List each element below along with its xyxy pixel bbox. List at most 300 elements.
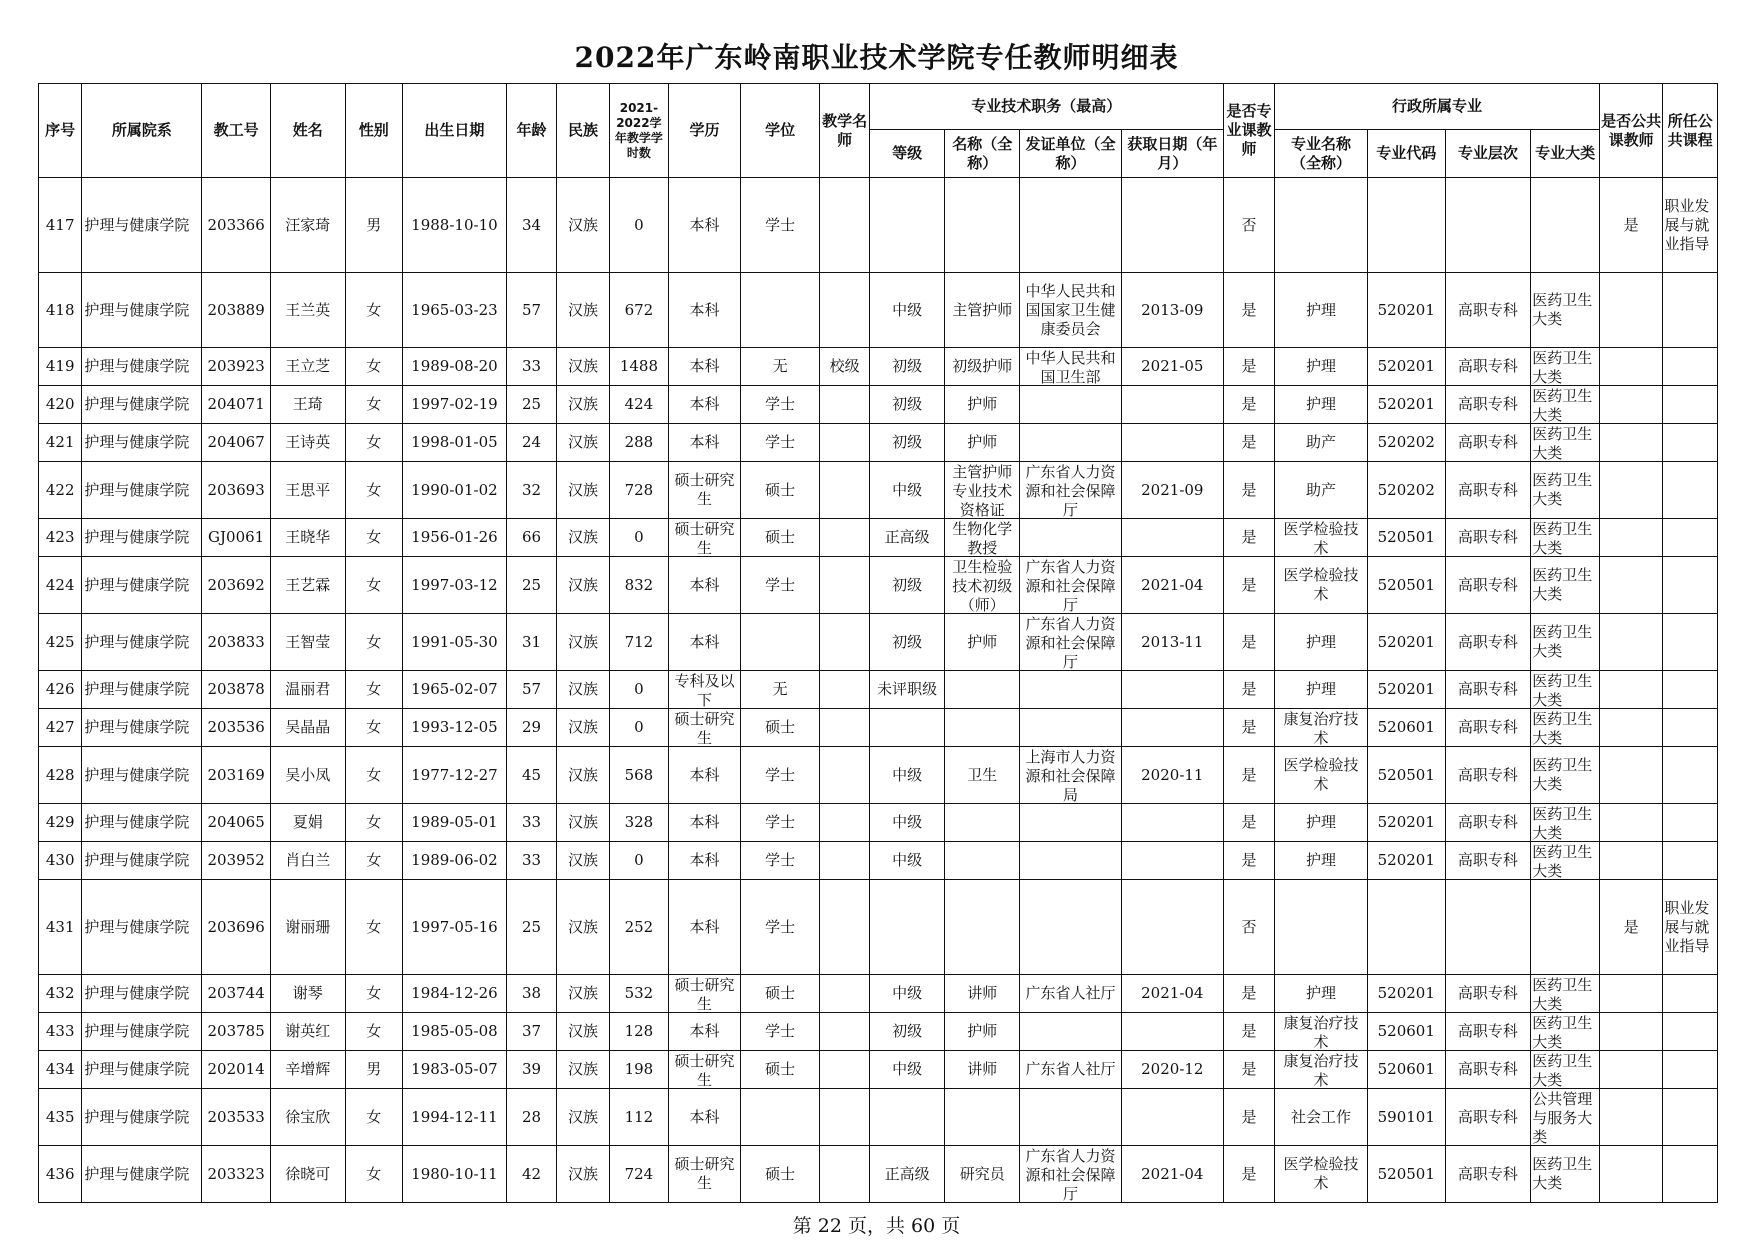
cell-title-name xyxy=(945,424,1020,462)
header-degree: 学位 xyxy=(740,84,820,178)
cell-name xyxy=(270,424,345,462)
cell-is-major xyxy=(1223,178,1274,273)
cell-major-level-text: 高职专科 xyxy=(1457,433,1518,451)
cell-edu xyxy=(669,671,741,709)
cell-name-text: 夏娟 xyxy=(292,813,323,831)
cell-name-text: 徐晓可 xyxy=(285,1164,331,1183)
cell-major-level xyxy=(1445,1013,1531,1051)
cell-title-name xyxy=(945,975,1020,1013)
cell-major-code-text: 520601 xyxy=(1377,1060,1435,1078)
cell-major-code xyxy=(1367,386,1445,424)
cell-famous xyxy=(820,386,869,424)
cell-is-major xyxy=(1223,975,1274,1013)
cell-id-text: 203366 xyxy=(207,215,265,234)
cell-title-level xyxy=(869,348,945,386)
cell-ethnic-text: 汉族 xyxy=(567,1022,598,1040)
cell-hours xyxy=(609,1013,668,1051)
header-title-level: 等级 xyxy=(869,130,945,178)
cell-is-major-text: 是 xyxy=(1241,851,1257,869)
cell-obtain-date-text: 2021-09 xyxy=(1141,480,1204,499)
cell-major-level xyxy=(1445,1051,1531,1089)
cell-degree-text: 硕士 xyxy=(765,528,796,546)
cell-birth xyxy=(402,614,506,671)
cell-gender xyxy=(345,709,402,747)
cell-ethnic xyxy=(557,424,609,462)
cell-dept-text: 护理与健康学院 xyxy=(84,575,190,594)
cell-major-cat xyxy=(1531,519,1600,557)
cell-major-code xyxy=(1367,348,1445,386)
cell-id xyxy=(202,709,271,747)
cell-major-level xyxy=(1445,804,1531,842)
cell-major-cat xyxy=(1531,747,1600,804)
cell-obtain-date-text: 2021-05 xyxy=(1141,357,1204,375)
cell-public-course xyxy=(1663,273,1718,348)
cell-famous xyxy=(820,1146,869,1203)
cell-title-level xyxy=(869,880,945,975)
cell-degree xyxy=(740,557,820,614)
cell-name xyxy=(270,842,345,880)
cell-major-name-text: 医学检验技术 xyxy=(1283,520,1359,555)
cell-gender xyxy=(345,975,402,1013)
cell-degree xyxy=(740,1146,820,1203)
cell-gender-text: 女 xyxy=(366,1107,382,1126)
cell-title-name-text: 主管护师专业技术资格证 xyxy=(952,463,1013,517)
cell-obtain-date-text: 2021-04 xyxy=(1141,575,1204,594)
cell-obtain-date xyxy=(1121,842,1223,880)
cell-major-level xyxy=(1445,273,1531,348)
cell-name-text: 辛增辉 xyxy=(285,1060,331,1078)
cell-id xyxy=(202,178,271,273)
cell-name xyxy=(270,273,345,348)
cell-gender-text: 女 xyxy=(366,851,382,869)
cell-seq-text: 434 xyxy=(45,1060,75,1078)
cell-major-name xyxy=(1275,273,1368,348)
cell-name xyxy=(270,1051,345,1089)
cell-obtain-date xyxy=(1121,1051,1223,1089)
cell-edu-text: 本科 xyxy=(689,1022,720,1040)
cell-title-name xyxy=(945,842,1020,880)
cell-public-course xyxy=(1663,842,1718,880)
cell-edu-text: 本科 xyxy=(689,215,720,234)
cell-major-level xyxy=(1445,1089,1531,1146)
cell-major-cat-text: 医药卫生大类 xyxy=(1532,291,1593,328)
cell-issuer xyxy=(1020,1013,1122,1051)
cell-name xyxy=(270,975,345,1013)
cell-name-text: 汪家琦 xyxy=(285,215,331,234)
header-major-cat: 专业大类 xyxy=(1531,130,1600,178)
cell-public-course-text: 职业发展与就业指导 xyxy=(1664,898,1710,955)
cell-is-major xyxy=(1223,614,1274,671)
cell-major-name-text: 康复治疗技术 xyxy=(1283,1052,1359,1087)
cell-gender xyxy=(345,462,402,519)
cell-birth-text: 1989-08-20 xyxy=(411,357,498,375)
table-row xyxy=(39,519,1718,557)
cell-id-text: 204065 xyxy=(207,813,265,831)
cell-birth-text: 1997-05-16 xyxy=(411,917,498,936)
cell-major-code xyxy=(1367,709,1445,747)
cell-gender xyxy=(345,1146,402,1203)
cell-id-text: 203833 xyxy=(207,632,265,651)
cell-birth-text: 1993-12-05 xyxy=(411,718,498,736)
cell-seq xyxy=(39,614,82,671)
cell-is-public xyxy=(1599,1013,1663,1051)
cell-dept xyxy=(82,557,202,614)
cell-edu-text: 硕士研究生 xyxy=(674,1155,735,1192)
cell-issuer-text: 广东省人社厅 xyxy=(1025,984,1116,1002)
cell-hours-text: 568 xyxy=(624,765,654,784)
table-row xyxy=(39,557,1718,614)
cell-obtain-date xyxy=(1121,1013,1223,1051)
cell-dept-text: 护理与健康学院 xyxy=(84,917,190,936)
cell-seq xyxy=(39,348,82,386)
cell-edu-text: 本科 xyxy=(689,357,720,375)
page-title: 2022年广东岭南职业技术学院专任教师明细表 xyxy=(574,41,1179,74)
header-title-group: 专业技术职务（最高） xyxy=(869,84,1223,130)
cell-ethnic xyxy=(557,671,609,709)
cell-age-text: 66 xyxy=(522,528,542,546)
cell-title-level-text: 中级 xyxy=(892,300,923,319)
cell-degree xyxy=(740,462,820,519)
cell-is-major xyxy=(1223,671,1274,709)
cell-title-name-text: 卫生检验技术初级（师） xyxy=(952,558,1013,612)
cell-is-public xyxy=(1599,519,1663,557)
cell-title-name-text: 卫生 xyxy=(967,765,998,784)
cell-is-public xyxy=(1599,386,1663,424)
cell-birth-text: 1965-02-07 xyxy=(411,680,498,698)
cell-hours xyxy=(609,747,668,804)
cell-gender-text: 女 xyxy=(366,433,382,451)
cell-major-code xyxy=(1367,273,1445,348)
cell-obtain-date xyxy=(1121,747,1223,804)
cell-gender-text: 男 xyxy=(366,1060,382,1078)
cell-id xyxy=(202,671,271,709)
cell-title-level-text: 中级 xyxy=(892,480,923,499)
cell-id-text: GJ0061 xyxy=(208,528,265,546)
cell-age-text: 25 xyxy=(522,575,542,594)
cell-ethnic-text: 汉族 xyxy=(567,215,598,234)
cell-age-text: 28 xyxy=(522,1107,542,1126)
cell-is-major-text: 是 xyxy=(1241,813,1257,831)
cell-name-text: 肖白兰 xyxy=(285,851,331,869)
cell-title-name xyxy=(945,273,1020,348)
cell-major-name xyxy=(1275,842,1368,880)
cell-hours xyxy=(609,462,668,519)
cell-ethnic-text: 汉族 xyxy=(567,680,598,698)
cell-is-public xyxy=(1599,178,1663,273)
cell-hours xyxy=(609,424,668,462)
cell-major-code-text: 590101 xyxy=(1377,1107,1435,1126)
cell-is-public xyxy=(1599,842,1663,880)
cell-edu xyxy=(669,614,741,671)
cell-issuer xyxy=(1020,273,1122,348)
cell-seq xyxy=(39,975,82,1013)
cell-birth-text: 1965-03-23 xyxy=(411,300,498,319)
cell-major-level xyxy=(1445,557,1531,614)
table-row xyxy=(39,747,1718,804)
cell-issuer xyxy=(1020,880,1122,975)
cell-is-major xyxy=(1223,1089,1274,1146)
cell-degree xyxy=(740,880,820,975)
cell-is-major-text: 是 xyxy=(1241,632,1257,651)
table-row xyxy=(39,709,1718,747)
cell-ethnic-text: 汉族 xyxy=(567,765,598,784)
cell-age-text: 37 xyxy=(522,1022,542,1040)
cell-id-text: 203533 xyxy=(207,1107,265,1126)
cell-is-major xyxy=(1223,273,1274,348)
cell-degree-text: 硕士 xyxy=(765,718,796,736)
cell-id-text: 203785 xyxy=(207,1022,265,1040)
cell-major-name-text: 护理 xyxy=(1306,680,1337,698)
cell-major-code-text: 520601 xyxy=(1377,718,1435,736)
cell-title-level-text: 未评职级 xyxy=(877,680,938,698)
cell-major-name-text: 护理 xyxy=(1306,813,1337,831)
header-famous: 教学名师 xyxy=(820,84,869,178)
cell-obtain-date xyxy=(1121,348,1223,386)
cell-famous xyxy=(820,880,869,975)
cell-hours xyxy=(609,671,668,709)
cell-dept-text: 护理与健康学院 xyxy=(84,984,190,1002)
cell-id-text: 203693 xyxy=(207,480,265,499)
cell-famous xyxy=(820,975,869,1013)
cell-degree-text: 学士 xyxy=(765,1022,796,1040)
cell-major-cat xyxy=(1531,1013,1600,1051)
cell-major-code xyxy=(1367,671,1445,709)
cell-gender-text: 女 xyxy=(366,357,382,375)
cell-edu xyxy=(669,880,741,975)
cell-dept-text: 护理与健康学院 xyxy=(84,395,190,413)
cell-major-level-text: 高职专科 xyxy=(1457,395,1518,413)
table-body xyxy=(39,178,1718,1203)
cell-hours xyxy=(609,386,668,424)
cell-title-level xyxy=(869,1051,945,1089)
cell-major-level xyxy=(1445,424,1531,462)
table-row xyxy=(39,178,1718,273)
table-row xyxy=(39,842,1718,880)
cell-id-text: 203536 xyxy=(207,718,265,736)
cell-title-name xyxy=(945,178,1020,273)
cell-hours-text: 712 xyxy=(624,632,654,651)
cell-title-level-text: 正高级 xyxy=(884,528,930,546)
cell-hours xyxy=(609,1146,668,1203)
cell-is-major xyxy=(1223,462,1274,519)
cell-obtain-date xyxy=(1121,424,1223,462)
cell-major-cat xyxy=(1531,709,1600,747)
cell-dept-text: 护理与健康学院 xyxy=(84,718,190,736)
cell-ethnic xyxy=(557,842,609,880)
cell-birth-text: 1985-05-08 xyxy=(411,1022,498,1040)
cell-is-major-text: 是 xyxy=(1241,300,1257,319)
cell-is-public xyxy=(1599,709,1663,747)
cell-hours xyxy=(609,273,668,348)
cell-title-level xyxy=(869,1146,945,1203)
cell-major-cat xyxy=(1531,424,1600,462)
cell-dept xyxy=(82,1013,202,1051)
cell-degree-text: 学士 xyxy=(765,917,796,936)
cell-title-name-text: 生物化学教授 xyxy=(952,520,1013,555)
cell-major-code-text: 520202 xyxy=(1377,480,1435,499)
cell-major-name-text: 社会工作 xyxy=(1291,1107,1352,1126)
cell-seq-text: 420 xyxy=(45,395,75,413)
cell-dept xyxy=(82,273,202,348)
cell-edu-text: 本科 xyxy=(689,632,720,651)
cell-seq xyxy=(39,462,82,519)
cell-is-major xyxy=(1223,519,1274,557)
cell-degree-text: 学士 xyxy=(765,215,796,234)
cell-issuer xyxy=(1020,804,1122,842)
cell-age-text: 31 xyxy=(522,632,542,651)
cell-birth xyxy=(402,273,506,348)
cell-title-level xyxy=(869,519,945,557)
cell-dept-text: 护理与健康学院 xyxy=(84,480,190,499)
cell-name xyxy=(270,709,345,747)
cell-is-major-text: 是 xyxy=(1241,528,1257,546)
cell-is-major xyxy=(1223,424,1274,462)
cell-major-name-text: 助产 xyxy=(1306,433,1337,451)
cell-degree xyxy=(740,1013,820,1051)
cell-id xyxy=(202,747,271,804)
cell-dept-text: 护理与健康学院 xyxy=(84,851,190,869)
cell-title-name-text: 护师 xyxy=(967,1022,998,1040)
cell-gender xyxy=(345,1013,402,1051)
cell-age xyxy=(506,462,556,519)
cell-major-level-text: 高职专科 xyxy=(1457,480,1518,499)
cell-gender-text: 女 xyxy=(366,984,382,1002)
cell-gender xyxy=(345,519,402,557)
cell-is-major-text: 是 xyxy=(1241,575,1257,594)
cell-dept-text: 护理与健康学院 xyxy=(84,680,190,698)
cell-name xyxy=(270,178,345,273)
cell-is-public xyxy=(1599,424,1663,462)
cell-gender xyxy=(345,842,402,880)
cell-is-major xyxy=(1223,1146,1274,1203)
cell-gender xyxy=(345,747,402,804)
cell-seq-text: 430 xyxy=(45,851,75,869)
cell-edu-text: 本科 xyxy=(689,300,720,319)
cell-gender xyxy=(345,557,402,614)
cell-id xyxy=(202,1051,271,1089)
cell-obtain-date xyxy=(1121,178,1223,273)
cell-edu xyxy=(669,1013,741,1051)
cell-seq xyxy=(39,880,82,975)
cell-major-cat-text: 医药卫生大类 xyxy=(1532,710,1593,745)
cell-degree xyxy=(740,709,820,747)
cell-name xyxy=(270,519,345,557)
cell-birth xyxy=(402,424,506,462)
cell-ethnic xyxy=(557,1146,609,1203)
cell-major-level-text: 高职专科 xyxy=(1457,984,1518,1002)
cell-seq-text: 427 xyxy=(45,718,75,736)
cell-seq xyxy=(39,273,82,348)
cell-hours-text: 0 xyxy=(634,215,644,234)
cell-seq xyxy=(39,1089,82,1146)
cell-major-name xyxy=(1275,1146,1368,1203)
cell-is-major-text: 是 xyxy=(1241,765,1257,784)
cell-is-major xyxy=(1223,842,1274,880)
cell-degree-text: 硕士 xyxy=(765,1164,796,1183)
cell-hours-text: 532 xyxy=(624,984,654,1002)
cell-edu xyxy=(669,975,741,1013)
header-is-public: 是否公共课教师 xyxy=(1599,84,1663,178)
cell-degree xyxy=(740,804,820,842)
cell-public-course xyxy=(1663,386,1718,424)
cell-famous xyxy=(820,424,869,462)
cell-hours xyxy=(609,178,668,273)
cell-age-text: 39 xyxy=(522,1060,542,1078)
cell-name-text: 徐宝欣 xyxy=(285,1107,331,1126)
cell-public-course xyxy=(1663,178,1718,273)
cell-is-major-text: 是 xyxy=(1241,480,1257,499)
cell-id-text: 202014 xyxy=(207,1060,265,1078)
cell-major-name xyxy=(1275,424,1368,462)
cell-gender xyxy=(345,1089,402,1146)
cell-major-cat xyxy=(1531,880,1600,975)
cell-title-name xyxy=(945,747,1020,804)
cell-gender-text: 女 xyxy=(366,395,382,413)
cell-gender-text: 女 xyxy=(366,765,382,784)
cell-age xyxy=(506,519,556,557)
table-row xyxy=(39,386,1718,424)
cell-major-level xyxy=(1445,842,1531,880)
cell-title-name xyxy=(945,1089,1020,1146)
cell-dept xyxy=(82,880,202,975)
cell-dept xyxy=(82,709,202,747)
cell-birth-text: 1991-05-30 xyxy=(411,632,498,651)
cell-major-cat xyxy=(1531,671,1600,709)
cell-hours-text: 128 xyxy=(624,1022,654,1040)
cell-birth xyxy=(402,1013,506,1051)
cell-major-level xyxy=(1445,709,1531,747)
table-row xyxy=(39,1051,1718,1089)
cell-name-text: 谢丽珊 xyxy=(285,917,331,936)
cell-major-level xyxy=(1445,178,1531,273)
cell-seq xyxy=(39,747,82,804)
cell-name-text: 王思平 xyxy=(285,480,331,499)
cell-major-level-text: 高职专科 xyxy=(1457,765,1518,784)
cell-issuer-text: 上海市人力资源和社会保障局 xyxy=(1025,748,1116,802)
cell-ethnic xyxy=(557,1051,609,1089)
cell-issuer xyxy=(1020,1146,1122,1203)
cell-obtain-date-text: 2021-04 xyxy=(1141,1164,1204,1183)
cell-ethnic xyxy=(557,519,609,557)
cell-seq xyxy=(39,1051,82,1089)
cell-major-level-text: 高职专科 xyxy=(1457,1022,1518,1040)
cell-hours-text: 728 xyxy=(624,480,654,499)
cell-edu-text: 硕士研究生 xyxy=(674,976,735,1011)
cell-seq xyxy=(39,842,82,880)
cell-obtain-date xyxy=(1121,709,1223,747)
cell-major-code-text: 520201 xyxy=(1377,984,1435,1002)
cell-edu-text: 硕士研究生 xyxy=(674,471,735,508)
cell-major-level xyxy=(1445,614,1531,671)
cell-major-code xyxy=(1367,747,1445,804)
cell-gender xyxy=(345,386,402,424)
cell-major-cat-text: 医药卫生大类 xyxy=(1532,1155,1593,1192)
cell-age-text: 33 xyxy=(522,851,542,869)
cell-major-code xyxy=(1367,462,1445,519)
cell-is-major-text: 否 xyxy=(1241,215,1257,234)
cell-major-code-text: 520201 xyxy=(1377,632,1435,651)
cell-is-major xyxy=(1223,880,1274,975)
cell-hours xyxy=(609,804,668,842)
cell-is-major-text: 否 xyxy=(1241,917,1257,936)
cell-name-text: 吴晶晶 xyxy=(285,718,331,736)
cell-title-level-text: 初级 xyxy=(892,433,923,451)
cell-major-cat-text: 医药卫生大类 xyxy=(1532,471,1593,508)
cell-obtain-date xyxy=(1121,519,1223,557)
cell-birth-text: 1989-05-01 xyxy=(411,813,498,831)
cell-title-level xyxy=(869,386,945,424)
cell-edu-text: 本科 xyxy=(689,395,720,413)
